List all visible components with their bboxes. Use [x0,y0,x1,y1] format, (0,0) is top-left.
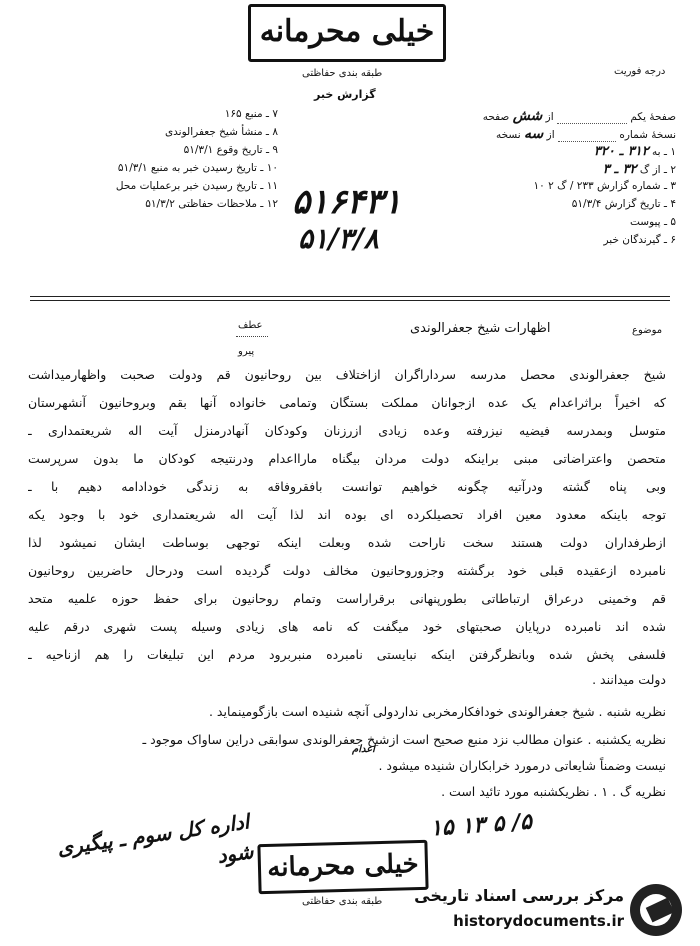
meta-occurrence-date-row [30,144,278,162]
divider-top-2 [30,300,670,301]
report-type-title: گزارش خبر [314,88,376,101]
meta-unit: صفحه [482,111,510,123]
note-sunday: نظریه یکشنبه . عنوان مطالب نزد منبع صحیح است ازشیخ جعفرالوندی سوابقی دراین ساواک موجود ـ [142,732,666,747]
meta-from: از [545,111,554,123]
meta-page-row [408,108,676,126]
meta-label: ۷ ـ منبع [245,108,278,120]
meta-label: ۹ ـ تاریخ وقوع [216,144,278,156]
body-line: وبی پناه گشته ودرآتیه چگونه خواهیم توانست بافقروفاقه به زندگی خودادامه دهیم با ـ [28,479,666,494]
meta-origin-row [30,126,278,144]
classification-stamp-bottom: خیلی محرمانه [257,840,428,894]
note-g1: نظریه گ . ۱ . نظریکشنبه مورد تائید است . [441,784,666,799]
meta-recipients-row [408,234,676,252]
atf-separator [236,336,268,337]
watermark-persian: مرکز بررسی اسناد تاریخی [414,886,624,905]
meta-label: ۱ ـ به [652,146,676,158]
meta-label: ۱۰ ـ تاریخ رسیدن خبر به منبع [150,162,278,174]
meta-unit: نسخه [495,129,521,141]
note-saturday: نظریه شنبه . شیخ جعفرالوندی خودافکارمخربی نداردولی آنچه شنیده است بازگومینماید . [208,704,666,719]
body-line: فلسفی پخش شده وبانظرگرفتن اینکه نبایستی نامبرده منبربرود مردم این تبلیغات را هم ازناحیه ـ [28,647,666,662]
meta-to-row [408,144,676,162]
body-line: نامبرده ازعقیده قبلی خود برگشته وجزوروحانیون مخالف دولت گردیده است ودرحال حاضربین روحانیون [28,563,666,578]
meta-value: ۵۱/۳/۴ [571,198,602,210]
body-line: شیخ جعفرالوندی محصل مدرسه سرداراگران ازاختلاف بین روحانیون قم ودولت صحبت واظهارمیداشت [28,367,666,382]
note-handwritten-insert: اعدام [352,744,375,755]
body-line: شده اند نامبرده درپایان صحبتهای خود میگفت که نامه های زیادی وسیله پست شهری درقم علیه [28,619,666,634]
meta-value: ۵۱/۳/۱ [183,144,214,156]
body-line: توجه باینکه معدود معین افراد تحصیلکرده ای بوده اند لذا آیت اله شریعتمداری خود با وجود یکه [28,507,666,522]
meta-value: ۲۳۳ / گ ۲ ۱۰ [533,180,594,192]
peyro-label: پیرو [238,346,255,357]
divider-top [30,296,670,297]
meta-copy-row [408,126,676,144]
meta-label: ۱۲ ـ ملاحظات حفاظتی [178,198,278,210]
classification-label-bottom: طبقه بندی حفاظتی [302,896,383,907]
meta-label: ۸ ـ منشأ [241,126,278,138]
meta-from: از [546,129,555,141]
body-line-tail: دولت میدانند . [592,672,666,687]
meta-label: ۲ ـ از گ [639,164,676,176]
note-sunday-continued: نیست وضمناً شایعاتی درمورد خرابکاران شنیده میشود . [378,758,666,773]
subject-value: اظهارات شیخ جعفرالوندی [410,321,551,336]
body-line: متوسل وبمدرسه فیضیه نیزرفته وعده زیادی ازرزنان وکودکان آنهادرمنزل آیت اله شریعتمداری ـ [28,423,666,438]
meta-report-date-row [408,198,676,216]
meta-value: شیخ جعفرالوندی [164,126,238,138]
meta-label: ۳ ـ شماره گزارش [597,180,676,192]
meta-from-row [408,162,676,180]
subject-label: موضوع [632,325,663,336]
meta-label: ۱۱ ـ تاریخ رسیدن خبر برعملیات محل [115,180,278,192]
meta-handwritten-value: سه [524,126,544,142]
meta-value: ۳۱۲ ـ ۳۲۰ [593,144,649,159]
archive-logo-icon [630,884,682,936]
handwritten-bottom-left: اداره کل سوم ـ پیگیری شود [55,809,255,868]
handwritten-bottom-right: ۵/ ۵ ۱۳ ۱۵ [429,808,533,842]
meta-value: ۵۱/۳/۱ [117,162,148,174]
meta-attachment-row [408,216,676,234]
meta-value: ۳۲ ـ ۳ [602,162,637,177]
handwritten-number: ۵۱۶۴۳۱ [292,182,402,222]
priority-label: درجه فوریت [614,66,666,77]
meta-label: ۶ ـ گیرندگان خبر [603,234,676,246]
classification-stamp-top: خیلی محرمانه [248,4,446,62]
meta-ops-received-row [30,180,278,198]
classification-label: طبقه بندی حفاظتی [302,68,383,79]
meta-label: ۴ ـ تاریخ گزارش [604,198,676,210]
right-metadata [408,108,676,252]
meta-security-notes-row [30,198,278,216]
body-line: ازطرفداران دولت هستند سخت ناراحت شده وبعلت اینکه توجهی بوساطت ایشان نمیشود لذا [28,535,666,550]
meta-label: نسخهٔ شماره [619,129,676,141]
meta-handwritten-value: شش [512,108,543,124]
watermark [382,880,682,940]
body-line: قم وخمینی درعراق ارتباطاتی بطورپنهانی برقراراست وتمام روحانیون برای حفظ حوزه علمیه متحد [28,591,666,606]
meta-report-number-row [408,180,676,198]
handwritten-date: ۵۱/۳/۸ [298,222,379,255]
meta-source-received-row [30,162,278,180]
body-line: که اخیراً براثراعدام یک عده ازجوانان مملکت بستگان وتمامی خانواده آنها بقم وبروحانیون آنشهرستان [28,395,666,410]
left-metadata [30,108,278,216]
meta-source-row [30,108,278,126]
watermark-url: historydocuments.ir [453,912,624,930]
meta-value: ۱۶۵ [224,108,242,120]
atf-label: عطف [238,320,263,331]
meta-label: صفحهٔ یکم [630,111,676,123]
meta-value: ۵۱/۳/۲ [145,198,175,210]
body-line: متحصن واعتراضاتی مبنی براینکه دولت مردان بیگناه مارااعدام ودرنتیجه کودکان ما بدون سرپرست [28,451,666,466]
meta-label: ۵ ـ پیوست [629,216,676,228]
